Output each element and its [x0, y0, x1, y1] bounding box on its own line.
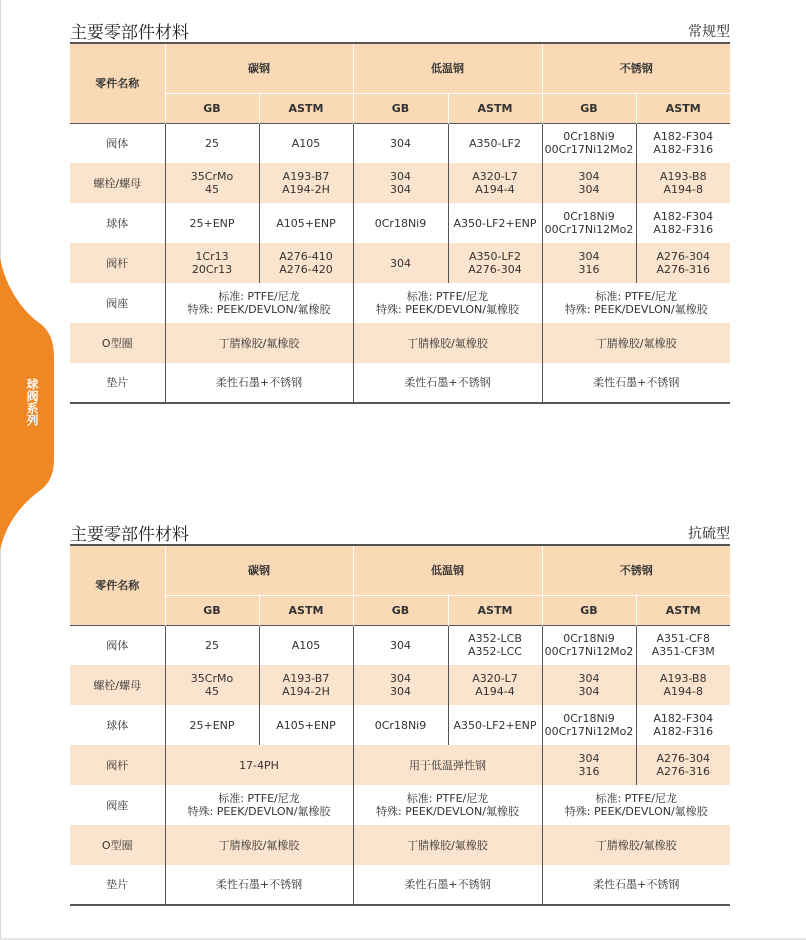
material-cell: A350-LF2+ENP: [448, 705, 542, 745]
material-cell: 304 316: [542, 243, 636, 283]
material-cell: 25+ENP: [189, 216, 235, 230]
part-name-cell: 球体: [70, 705, 165, 745]
part-name-cell: 阀杆: [70, 243, 165, 283]
material-cell: A105: [259, 625, 353, 665]
material-cell: 17-4PH: [165, 745, 353, 785]
material-cell: 0Cr18Ni9: [353, 203, 448, 243]
table-row: [70, 123, 730, 163]
material-cell: A350-LF2 A276-304: [448, 243, 542, 283]
material-cell: A276-304 A276-316: [636, 745, 730, 785]
material-cell: 丁腈橡胶/氟橡胶: [542, 825, 730, 865]
group-header-stainless-steel: 不锈钢: [542, 43, 730, 93]
material-cell: 35CrMo 45: [165, 665, 259, 705]
material-cell: 1Cr13 20Cr13: [165, 243, 259, 283]
material-cell: 35CrMo 45: [165, 163, 259, 203]
material-cell: 25: [165, 123, 259, 163]
table-row: [70, 625, 730, 665]
material-cell: 304: [353, 243, 448, 283]
material-cell: 304: [353, 123, 448, 163]
material-cell: A105+ENP: [259, 705, 353, 745]
part-name-cell: 阀座: [70, 785, 165, 825]
section-header: [70, 12, 730, 42]
part-name-cell: 阀体: [70, 123, 165, 163]
material-cell: 0Cr18Ni9 00Cr17Ni12Mo2: [542, 203, 636, 243]
standard-header-gb: GB: [165, 93, 259, 123]
section-type-label: 常规型: [688, 24, 730, 40]
material-cell: A105+ENP: [259, 203, 353, 243]
section-type-label: 抗硫型: [688, 526, 730, 542]
material-cell: 304 304: [542, 163, 636, 203]
material-cell: 标准: PTFE/尼龙 特殊: PEEK/DEVLON/氟橡胶: [542, 283, 730, 323]
part-name-cell: O型圈: [70, 323, 165, 363]
material-cell: A352-LCB A352-LCC: [448, 625, 542, 665]
material-cell: 丁腈橡胶/氟橡胶: [542, 323, 730, 363]
part-name-cell: 阀体: [70, 625, 165, 665]
material-cell: 柔性石墨+不锈钢: [215, 878, 303, 891]
table-row: [70, 243, 730, 283]
table-row: [70, 745, 730, 785]
standard-header-gb: GB: [353, 595, 448, 625]
part-name-cell: 球体: [70, 203, 165, 243]
material-cell: 标准: PTFE/尼龙 特殊: PEEK/DEVLON/氟橡胶: [542, 785, 730, 825]
table-row: [70, 825, 730, 865]
section-title: 主要零部件材料: [70, 525, 189, 545]
standard-header-gb: GB: [165, 595, 259, 625]
material-cell: 标准: PTFE/尼龙 特殊: PEEK/DEVLON/氟橡胶: [187, 792, 331, 818]
table-row: [70, 705, 730, 745]
material-cell: A182-F304 A182-F316: [636, 203, 730, 243]
material-cell: A320-L7 A194-4: [448, 665, 542, 705]
table-row: [70, 323, 730, 363]
side-tab-label: 球阀系列: [25, 378, 39, 426]
material-cell: 柔性石墨+不锈钢: [215, 376, 303, 389]
material-cell: 304 304: [542, 665, 636, 705]
material-cell: 0Cr18Ni9 00Cr17Ni12Mo2: [542, 625, 636, 665]
material-cell: 丁腈橡胶/氟橡胶: [353, 825, 542, 865]
section-header: [70, 514, 730, 544]
material-cell: A193-B7 A194-2H: [259, 665, 353, 705]
standard-header-astm: ASTM: [448, 595, 542, 625]
material-cell: 丁腈橡胶/氟橡胶: [165, 825, 353, 865]
part-name-cell: 阀杆: [70, 745, 165, 785]
part-name-cell: O型圈: [70, 825, 165, 865]
table-row: [70, 665, 730, 705]
material-cell: 304 304: [353, 665, 448, 705]
material-cell: 25: [165, 625, 259, 665]
table-row: [70, 865, 730, 905]
material-cell: 柔性石墨+不锈钢: [353, 363, 542, 403]
part-name-cell: 螺栓/螺母: [70, 665, 165, 705]
standard-header-astm: ASTM: [636, 595, 730, 625]
material-cell: A105: [259, 123, 353, 163]
section-title: 主要零部件材料: [70, 23, 189, 43]
material-cell: 304 316: [542, 745, 636, 785]
table-row: [70, 785, 730, 825]
standard-header-astm: ASTM: [636, 93, 730, 123]
section-sulfur-resistant: [70, 514, 730, 906]
part-name-cell: 阀座: [70, 283, 165, 323]
material-cell: 标准: PTFE/尼龙 特殊: PEEK/DEVLON/氟橡胶: [353, 283, 542, 323]
table-row: [70, 283, 730, 323]
group-header-low-temp-steel: 低温钢: [353, 43, 542, 93]
materials-table-standard: [70, 42, 730, 404]
part-name-cell: 垫片: [70, 363, 165, 403]
material-cell: A320-L7 A194-4: [448, 163, 542, 203]
group-header-carbon-steel: 碳钢: [165, 43, 353, 93]
material-cell: A193-B8 A194-8: [636, 665, 730, 705]
part-name-cell: 垫片: [70, 865, 165, 905]
standard-header-astm: ASTM: [448, 93, 542, 123]
material-cell: 标准: PTFE/尼龙 特殊: PEEK/DEVLON/氟橡胶: [187, 290, 331, 316]
group-header-stainless-steel: 不锈钢: [542, 545, 730, 595]
table-row: [70, 363, 730, 403]
standard-header-gb: GB: [542, 595, 636, 625]
part-name-cell: 螺栓/螺母: [70, 163, 165, 203]
material-cell: 用于低温弹性钢: [353, 745, 542, 785]
standard-header-gb: GB: [542, 93, 636, 123]
group-header-carbon-steel: 碳钢: [165, 545, 353, 595]
material-cell: 0Cr18Ni9: [353, 705, 448, 745]
material-cell: 0Cr18Ni9 00Cr17Ni12Mo2: [542, 705, 636, 745]
group-header-low-temp-steel: 低温钢: [353, 545, 542, 595]
material-cell: 304: [353, 625, 448, 665]
material-cell: 柔性石墨+不锈钢: [353, 865, 542, 905]
material-cell: A350-LF2: [448, 123, 542, 163]
table-row: [70, 163, 730, 203]
section-standard: [70, 12, 730, 404]
material-cell: 丁腈橡胶/氟橡胶: [165, 323, 353, 363]
table-row: [70, 203, 730, 243]
material-cell: A276-304 A276-316: [636, 243, 730, 283]
standard-header-gb: GB: [353, 93, 448, 123]
material-cell: 丁腈橡胶/氟橡胶: [353, 323, 542, 363]
material-cell: 304 304: [353, 163, 448, 203]
material-cell: 0Cr18Ni9 00Cr17Ni12Mo2: [542, 123, 636, 163]
material-cell: A276-410 A276-420: [259, 243, 353, 283]
material-cell: A193-B7 A194-2H: [259, 163, 353, 203]
part-name-header: 零件名称: [70, 545, 165, 625]
material-cell: A193-B8 A194-8: [636, 163, 730, 203]
materials-table-sulfur-resistant: [70, 544, 730, 906]
material-cell: 标准: PTFE/尼龙 特殊: PEEK/DEVLON/氟橡胶: [353, 785, 542, 825]
material-cell: A182-F304 A182-F316: [636, 123, 730, 163]
material-cell: 25+ENP: [189, 718, 235, 732]
material-cell: A182-F304 A182-F316: [636, 705, 730, 745]
material-cell: 柔性石墨+不锈钢: [542, 865, 730, 905]
standard-header-astm: ASTM: [259, 93, 353, 123]
part-name-header: 零件名称: [70, 43, 165, 123]
material-cell: A351-CF8 A351-CF3M: [636, 625, 730, 665]
material-cell: 柔性石墨+不锈钢: [542, 363, 730, 403]
material-cell: A350-LF2+ENP: [448, 203, 542, 243]
standard-header-astm: ASTM: [259, 595, 353, 625]
